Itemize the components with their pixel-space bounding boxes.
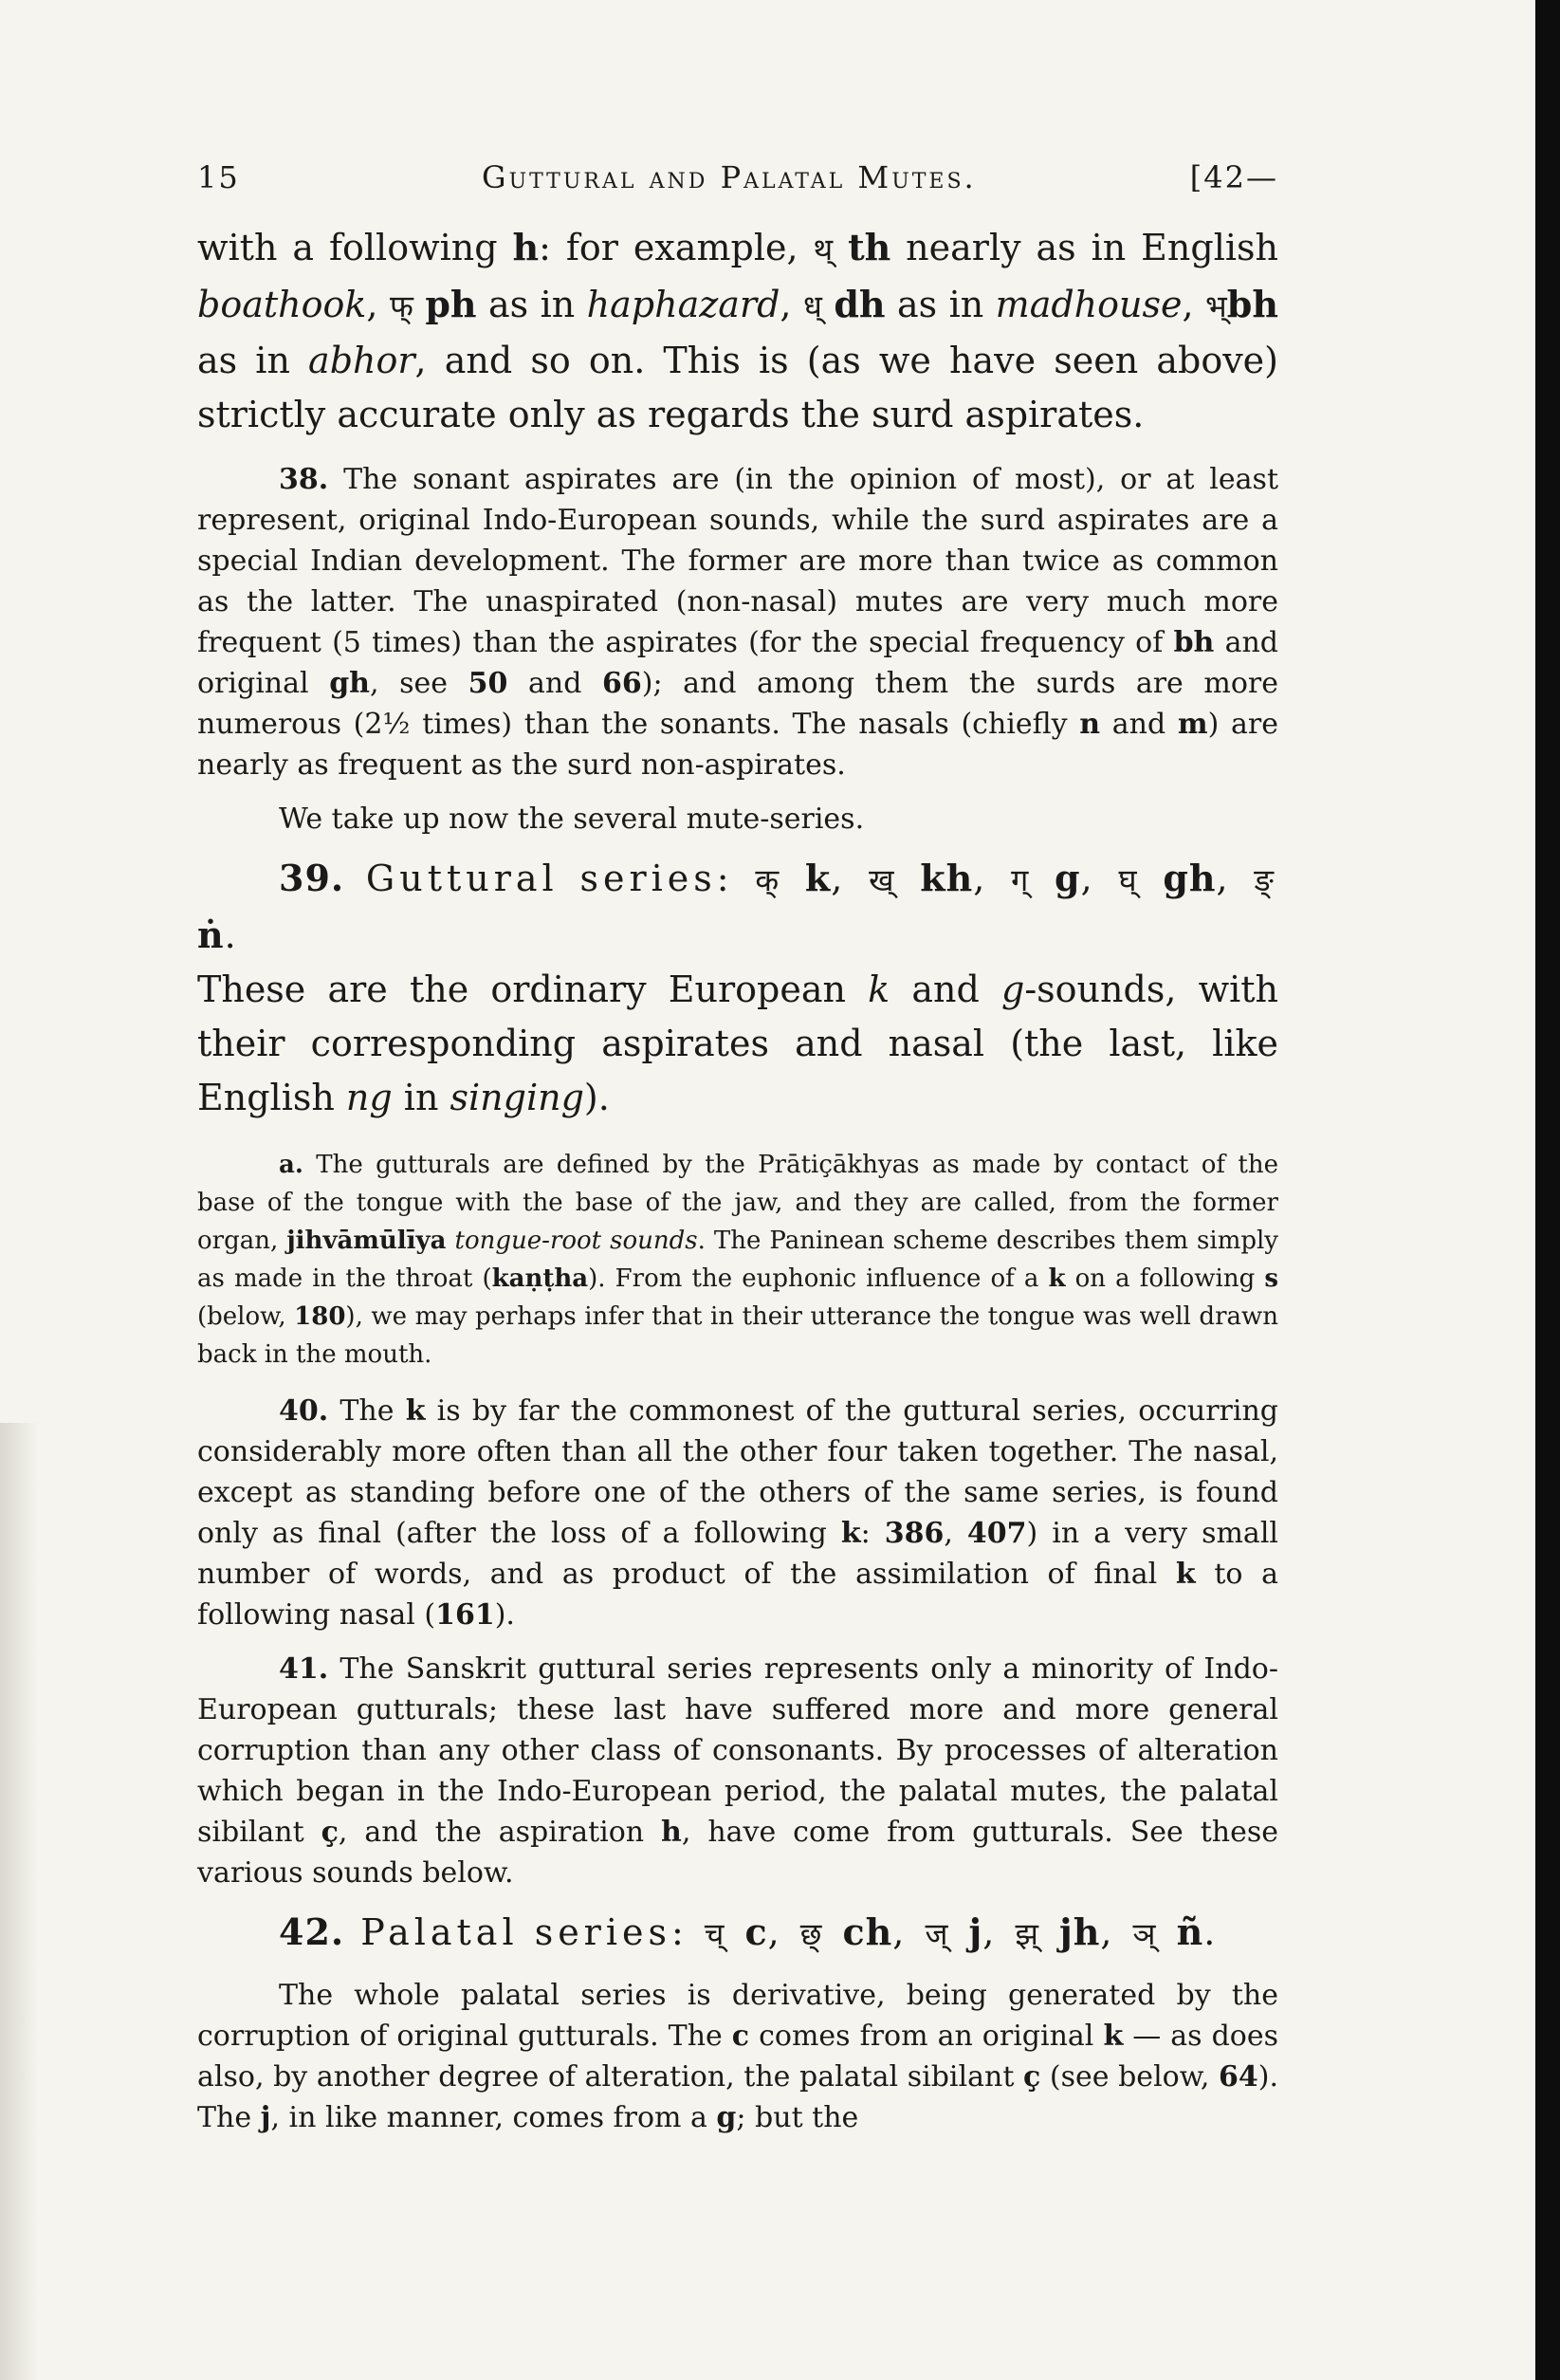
devanagari-glyph: झ्: [1015, 1916, 1043, 1952]
section-reference: [42—: [1189, 159, 1278, 195]
paragraph-40: 40. The k is by far the commonest of the guttural series, occurring considerably more often than all the other four taken together. The nasal, except as standing before one of the others of the same series, is found only as final (after the loss of a following k: 386, 407) in a very small number of words, and as product of the assimilation of final k to a following nasal (161).: [197, 1394, 1279, 1632]
devanagari-glyph: फ्: [389, 288, 413, 324]
devanagari-glyph: ङ्: [1254, 862, 1278, 898]
running-header: [197, 142, 1278, 199]
devanagari-glyph: ख्: [869, 862, 899, 898]
section-number: 42.: [279, 1910, 345, 1953]
paragraph-intro: with a following h: for example, थ् th nearly as in English boathook, फ् ph as in haphazard, ध् dh as in madhouse, भ्bh as in abhor, and so on. This is (as we have seen above) strictly accurate only as regards the surd aspirates.: [197, 226, 1278, 435]
devanagari-glyph: ञ्: [1132, 1916, 1161, 1952]
section-heading-42: 42. Palatal series: च् c, छ् ch, ज् j, झ् jh, ञ् ñ.: [279, 1910, 1220, 1953]
paragraph-42: The whole palatal series is derivative, being generated by the corruption of original gutturals. The c comes from an original k — as does also, by another degree of alteration, the palatal sibilant ç (see below, 64). The j, in like manner, comes from a g; but the: [197, 1979, 1279, 2134]
paragraph-39: These are the ordinary European k and g-sounds, with their corresponding aspirates and nasal (the last, like English ng in singing).: [197, 969, 1278, 1118]
book-page: [197, 142, 1278, 2138]
devanagari-glyph: च्: [704, 1916, 729, 1952]
devanagari-glyph: ग्: [1011, 862, 1034, 898]
paragraph-41: 41. The Sanskrit guttural series represents only a minority of Indo-European gutturals; these last have suffered more and more general corruption than any other class of consonants. By processes of alteration which began in the Indo-European period, the palatal mutes, the palatal sibilant ç, and the aspiration h, have come from gutturals. See these various sounds below.: [197, 1652, 1279, 1890]
devanagari-glyph: घ्: [1118, 862, 1142, 898]
devanagari-glyph: ध्: [802, 288, 822, 324]
scan-edge: [1535, 0, 1560, 2380]
devanagari-glyph: थ्: [813, 231, 834, 268]
devanagari-glyph: भ्: [1205, 288, 1227, 324]
section-number: 39.: [279, 857, 345, 899]
section-heading-39: 39. Guttural series: क् k, ख् kh, ग् g, घ् gh, ङ् ṅ.: [197, 857, 1278, 956]
section-number: 40.: [279, 1394, 329, 1428]
page-title: Guttural and Palatal Mutes.: [482, 159, 977, 195]
devanagari-glyph: छ्: [799, 1916, 827, 1952]
devanagari-glyph: क्: [755, 862, 784, 898]
devanagari-glyph: ज्: [925, 1916, 953, 1952]
paragraph-39a: a. The gutturals are defined by the Prātiçākhyas as made by contact of the base of the tongue with the base of the jaw, and they are called, from the former organ, jihvāmūlīya tongue-root sounds. The Paninean scheme describes them simply as made in the throat (kaṇṭha). From the euphonic influence of a k on a following s (below, 180), we may perhaps infer that in their utterance the tongue was well drawn back in the mouth.: [197, 1151, 1279, 1369]
page-number: 15: [197, 159, 240, 195]
scan-shadow: [0, 1423, 38, 2380]
subsection-label: a.: [279, 1151, 303, 1179]
section-number: 38.: [279, 463, 329, 496]
section-number: 41.: [279, 1652, 329, 1686]
paragraph-38: 38. The sonant aspirates are (in the opinion of most), or at least represent, original Indo-European sounds, while the surd aspirates are a special Indian development. The former are more than twice as common as the latter. The unaspirated (non-nasal) mutes are very much more frequent (5 times) than the aspirates (for the special frequency of bh and original gh, see 50 and 66); and among them the surds are more numerous (2½ times) than the sonants. The nasals (chiefly n and m) are nearly as frequent as the surd non-aspirates.: [197, 463, 1279, 782]
paragraph-mute-series: We take up now the several mute-series.: [279, 803, 865, 836]
